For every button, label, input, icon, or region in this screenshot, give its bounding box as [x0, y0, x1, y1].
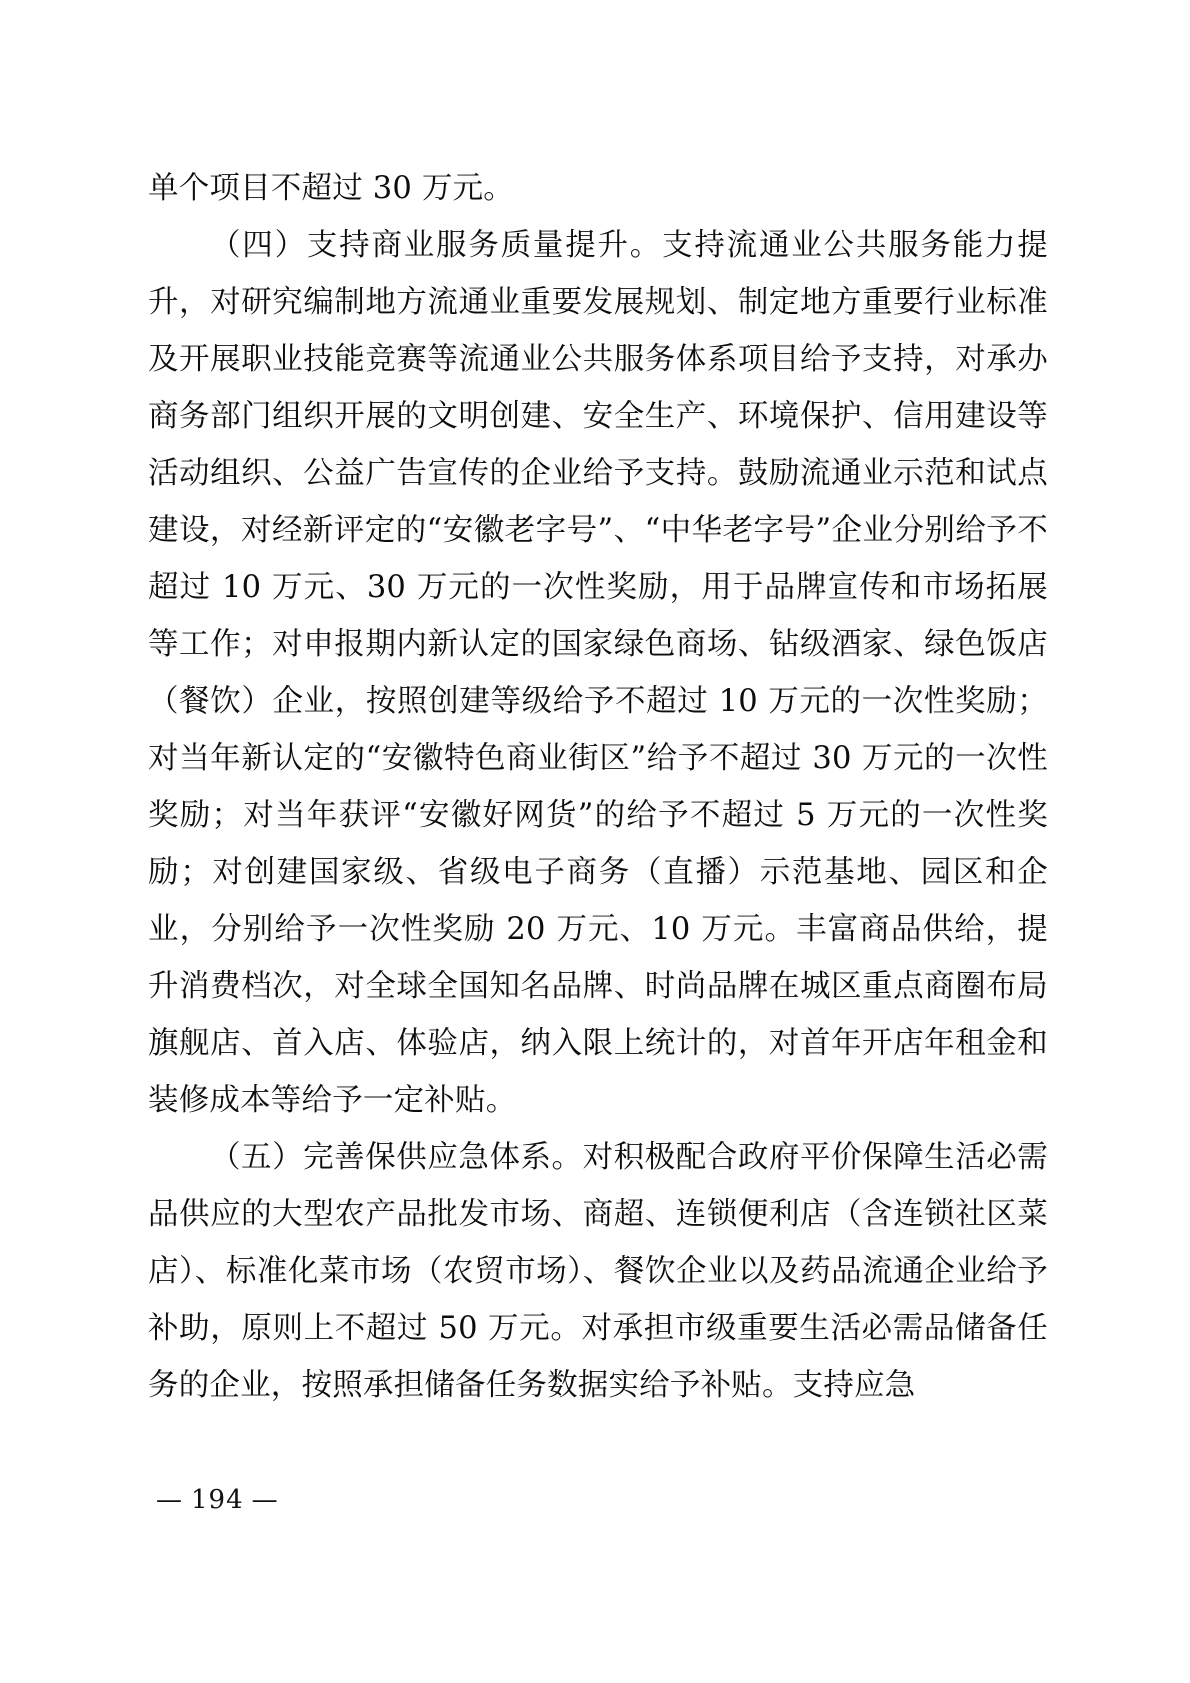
page-number-prefix-dash: — [156, 1485, 183, 1515]
paragraph-continuation: 单个项目不超过 30 万元。 [148, 171, 514, 206]
page-number [148, 1485, 287, 1515]
paragraph-item-four: （四）支持商业服务质量提升。支持流通业公共服务能力提升，对研究编制地方流通业重要发展规划、制定地方重要行业标准及开展职业技能竞赛等流通业公共服务体系项目给予支持，对承办商务部门组织开展的文明创建、安全生产、环境保护、信用建设等活动组织、公益广告宣传的企业给予支持。鼓励流通业示范和试点建设，对经新评定的“安徽老字号”、“中华老字号”企业分别给予不超过 10 万元、30 万元的一次性奖励，用于品牌宣传和市场拓展等工作；对申报期内新认定的国家绿色商场、钻级酒家、绿色饭店（餐饮）企业，按照创建等级给予不超过 10 万元的一次性奖励；对当年新认定的“安徽特色商业街区”给予不超过 30 万元的一次性奖励；对当年获评“安徽好网货”的给予不超过 5 万元的一次性奖励；对创建国家级、省级电子商务（直播）示范基地、园区和企业，分别给予一次性奖励 20 万元、10 万元。丰富商品供给，提升消费档次，对全球全国知名品牌、时尚品牌在城区重点商圈布局旗舰店、首入店、体验店，纳入限上统计的，对首年开店年租金和装修成本等给予一定补贴。 [148, 228, 1048, 1118]
paragraph-item-five: （五）完善保供应急体系。对积极配合政府平价保障生活必需品供应的大型农产品批发市场、商超、连锁便利店（含连锁社区菜店）、标准化菜市场（农贸市场）、餐饮企业以及药品流通企业给予补助，原则上不超过 50 万元。对承担市级重要生活必需品储备任务的企业，按照承担储备任务数据实给予补贴。支持应急 [148, 1140, 1048, 1403]
page-number-value: 194 [191, 1485, 244, 1515]
page-number-suffix-dash: — [251, 1485, 279, 1515]
page-body [148, 160, 1048, 1414]
